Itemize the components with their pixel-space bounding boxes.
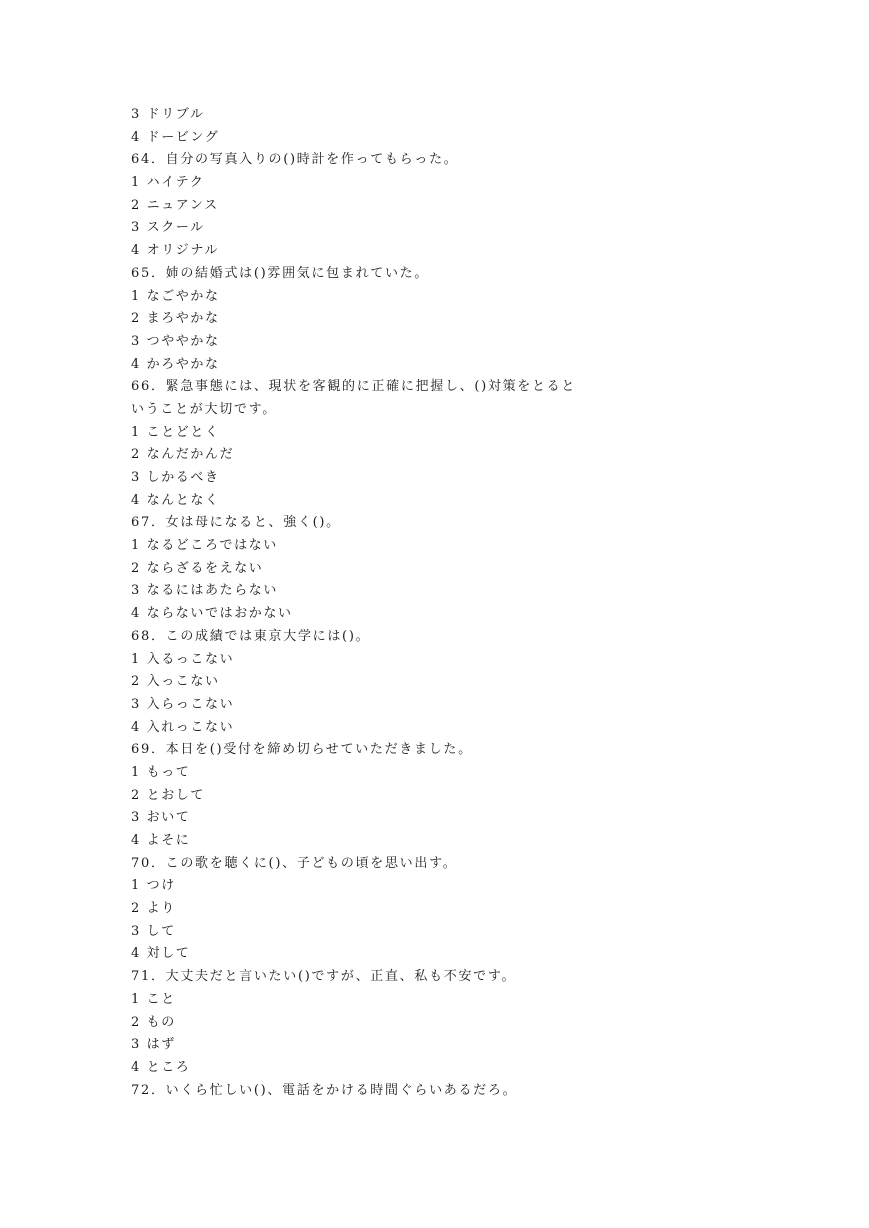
option-text: 1 なるどころではない bbox=[131, 538, 278, 554]
option-text: 2 なんだかんだ bbox=[131, 447, 235, 463]
option-text: 3 入らっこない bbox=[131, 696, 235, 712]
option-text: 2 まろやかな bbox=[131, 311, 220, 327]
question-text: 71．大丈夫だと言いたい()ですが、正直、私も不安です。 bbox=[131, 969, 517, 985]
option-text: 4 かろやかな bbox=[131, 356, 220, 372]
option-text: 2 ニュアンス bbox=[131, 197, 219, 213]
option-text: 3 おいて bbox=[131, 810, 191, 826]
option-text: 4 ドービング bbox=[131, 129, 220, 145]
option-text: 4 なんとなく bbox=[131, 492, 220, 508]
option-text: 4 対して bbox=[131, 946, 191, 962]
question-text: 65．姉の結婚式は()雰囲気に包まれていた。 bbox=[131, 265, 430, 281]
option-text: 4 オリジナル bbox=[131, 243, 219, 259]
option-text: 1 ことどとく bbox=[131, 424, 220, 440]
option-text: 2 ならざるをえない bbox=[131, 560, 264, 576]
question-text: 64．自分の写真入りの()時計を作ってもらった。 bbox=[131, 152, 459, 168]
question-text-continued: いうことが大切です。 bbox=[131, 401, 277, 417]
option-text: 3 ドリブル bbox=[131, 107, 205, 122]
document-body bbox=[131, 104, 771, 1102]
option-text: 2 もの bbox=[131, 1014, 176, 1030]
option-text: 1 入るっこない bbox=[131, 651, 235, 667]
option-text: 3 なるにはあたらない bbox=[131, 583, 279, 599]
option-text: 3 つややかな bbox=[131, 333, 220, 349]
question-text: 67．女は母になると、強く()。 bbox=[131, 515, 341, 531]
option-text: 3 して bbox=[131, 923, 176, 939]
option-text: 1 なごやかな bbox=[131, 288, 220, 304]
option-text: 1 ハイテク bbox=[131, 175, 205, 191]
option-text: 4 ならないではおかない bbox=[131, 606, 293, 622]
option-text: 3 しかるべき bbox=[131, 470, 220, 485]
option-text: 4 よそに bbox=[131, 833, 191, 848]
question-text: 66．緊急事態には、現状を客観的に正確に把握し、()対策をとると bbox=[131, 379, 577, 395]
question-text: 68．この成績では東京大学には()。 bbox=[131, 628, 371, 644]
option-text: 1 もって bbox=[131, 764, 191, 780]
question-text: 70．この歌を聴くに()、子どもの頃を思い出す。 bbox=[131, 855, 458, 871]
option-text: 3 はず bbox=[131, 1037, 176, 1053]
option-text: 1 つけ bbox=[131, 878, 176, 894]
option-text: 1 こと bbox=[131, 991, 176, 1007]
option-text: 2 より bbox=[131, 901, 176, 917]
question-text: 69．本日を()受付を締め切らせていただきました。 bbox=[131, 742, 473, 758]
option-text: 4 入れっこない bbox=[131, 719, 235, 735]
option-text: 2 とおして bbox=[131, 787, 206, 803]
question-text: 72．いくら忙しい()、電話をかける時間ぐらいあるだろ。 bbox=[131, 1082, 518, 1098]
option-text: 2 入っこない bbox=[131, 674, 220, 690]
option-text: 4 ところ bbox=[131, 1059, 191, 1075]
option-text: 3 スクール bbox=[131, 220, 205, 236]
